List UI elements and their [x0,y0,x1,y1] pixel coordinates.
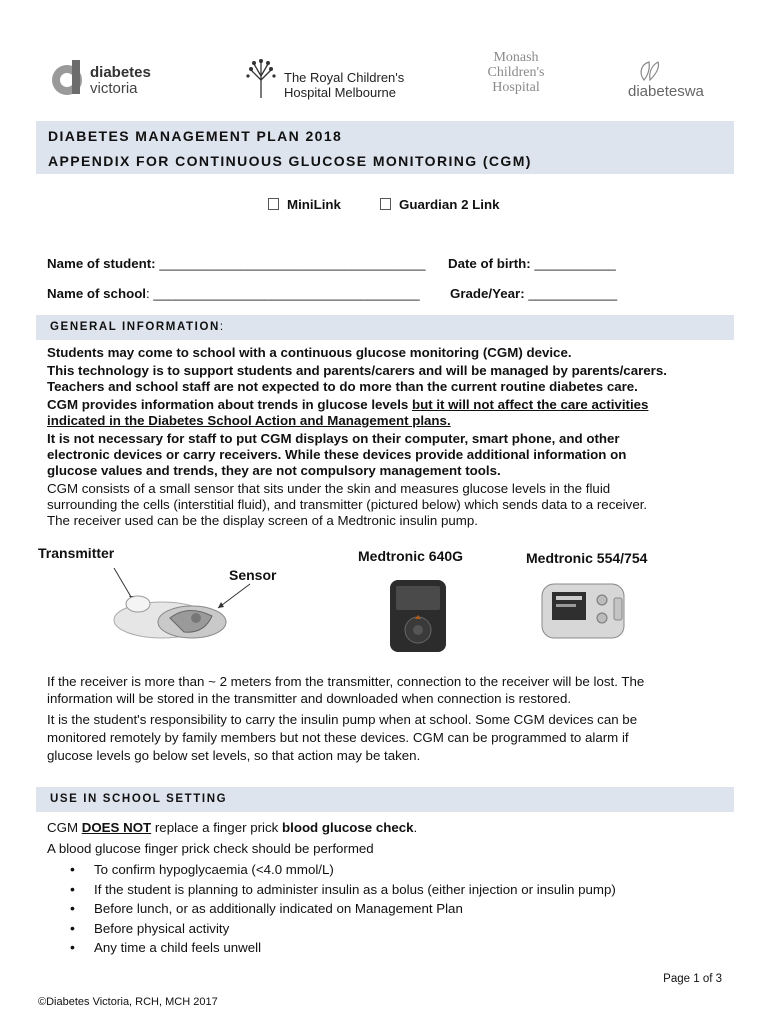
list-item: • If the student is planning to administer insulin as a bolus (either injection or insulin pump) [70,882,616,902]
dob-field[interactable] [448,256,616,271]
school-l1e: . [413,820,418,835]
medtronic-640g-image [388,578,448,654]
page-title: DIABETES MANAGEMENT PLAN 2018 [48,128,343,144]
school-line1 [47,819,417,836]
school-l1c: replace a finger prick [151,820,282,835]
logo-diabetes-victoria [50,58,170,102]
dob-line[interactable]: ___________ [534,256,616,271]
checkbox-minilink[interactable] [268,197,341,212]
general-p3a: CGM provides information about trends in glucose levels [47,397,412,412]
checkbox-box[interactable] [268,198,279,210]
list-item: • Before physical activity [70,921,616,941]
diabetes-victoria-logo-icon [50,58,86,98]
general-p4c: glucose values and trends, they are not compulsory management tools. [47,463,501,478]
general-p4a: It is not necessary for staff to put CGM displays on their computer, smart phone, and other [47,431,620,446]
monash-line1: Monash [493,50,539,65]
transmitter-sensor-image [100,560,280,650]
diabetes-victoria-line2: victoria [90,80,138,97]
receiver-p2b: monitored remotely by family members but not these devices. CGM can be programmed to alarm if [47,730,629,745]
student-name-label: Name of student: [47,256,156,271]
copyright: ©Diabetes Victoria, RCH, MCH 2017 [38,996,218,1008]
checkbox-guardian[interactable] [380,197,500,212]
general-p3u2: indicated in the Diabetes School Action and Management plans. [47,413,451,428]
monash-line2: Children's [487,65,545,80]
checkbox-box[interactable] [380,198,391,210]
school-bullet-list [70,862,616,960]
school-line2: A blood glucose finger prick check should be performed [47,841,374,856]
grade-field[interactable] [450,286,617,301]
general-p2b: Teachers and school staff are not expected to do more than the current routine diabetes care. [47,379,638,394]
general-heading-colon: : [219,321,225,333]
diabeteswa-text: diabeteswa [628,83,704,100]
diabetes-victoria-line1: diabetes [90,64,151,81]
list-item: • Before lunch, or as additionally indicated on Management Plan [70,901,616,921]
checkbox-minilink-label: MiniLink [287,197,341,212]
checkbox-guardian-label: Guardian 2 Link [399,197,500,212]
student-name-line[interactable]: ____________________________________ [159,256,426,271]
school-l1d: blood glucose check [282,820,414,835]
school-l1b: DOES NOT [81,820,152,835]
grade-line[interactable]: ____________ [528,286,618,301]
dob-label: Date of birth: [448,256,531,271]
school-name-colon: : [146,286,150,301]
logo-monash [476,50,556,104]
school-l1a: CGM [47,820,82,835]
school-name-line[interactable]: ____________________________________ [153,286,420,301]
grade-label: Grade/Year: [450,286,525,301]
student-name-field[interactable] [47,256,426,271]
general-heading-text: GENERAL INFORMATION [50,321,220,333]
medtronic-554-image [538,580,628,644]
rch-line2: Hospital Melbourne [284,85,397,100]
general-p3u1: but it will not affect the care activities [411,397,649,412]
medtronic-640g-label: Medtronic 640G [358,548,464,564]
logo-diabeteswa [626,60,736,104]
tree-icon [244,58,278,100]
general-p5b: surrounding the cells (interstitial fluid), and transmitter (pictured below) which sends data to a receiver. [47,497,648,512]
medtronic-554-label: Medtronic 554/754 [526,550,648,566]
general-p3-line1 [47,396,648,413]
page-subtitle: APPENDIX FOR CONTINUOUS GLUCOSE MONITORING (CGM) [48,153,532,169]
receiver-p2c: glucose levels go below set levels, so that action may be taken. [47,748,421,763]
general-p5c: The receiver used can be the display screen of a Medtronic insulin pump. [47,513,478,528]
leaf-icon [636,60,666,82]
receiver-p1b: information will be stored in the transmitter and downloaded when connection is restored. [47,691,572,706]
school-heading: USE IN SCHOOL SETTING [50,793,228,805]
receiver-p1a: If the receiver is more than ~ 2 meters from the transmitter, connection to the receiver will be lost. The [47,674,645,689]
general-heading [50,321,225,333]
transmitter-label: Transmitter [38,545,115,561]
school-name-field[interactable] [47,286,420,301]
sensor-label: Sensor [229,567,277,583]
monash-line3: Hospital [492,80,540,95]
page-number: Page 1 of 3 [663,973,722,985]
list-item: • To confirm hypoglycaemia (<4.0 mmol/L) [70,862,616,882]
general-p1: Students may come to school with a continuous glucose monitoring (CGM) device. [47,345,572,360]
general-p2a: This technology is to support students and parents/carers and will be managed by parents/carers. [47,363,667,378]
school-name-label: Name of school [47,286,147,301]
list-item: • Any time a child feels unwell [70,940,616,960]
general-p4b: electronic devices or carry receivers. While these devices provide additional information on [47,447,627,462]
rch-line1: The Royal Children's [284,70,405,85]
receiver-p2a: It is the student's responsibility to carry the insulin pump when at school. Some CGM devices can be [47,712,638,727]
general-p5a: CGM consists of a small sensor that sits under the skin and measures glucose levels in the fluid [47,481,611,496]
logo-rch [244,58,414,102]
